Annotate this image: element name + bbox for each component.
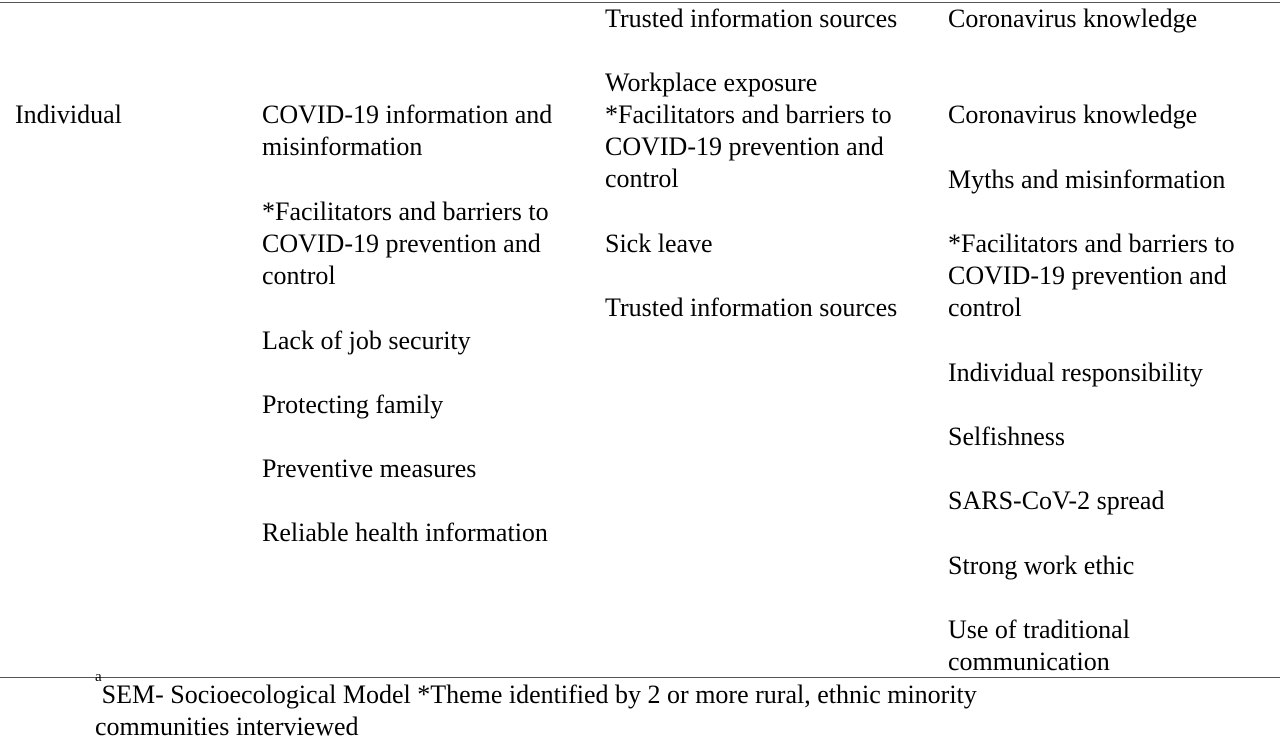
cell-text: COVID-19 prevention and	[262, 229, 541, 258]
cell-text: COVID-19 information and	[262, 100, 553, 129]
cell-text: control	[605, 164, 679, 193]
cell-text: control	[948, 293, 1022, 322]
cell-text: Coronavirus knowledge	[948, 4, 1198, 33]
cell-text: Individual	[15, 100, 122, 129]
col2-item	[262, 196, 549, 292]
col2-item	[262, 453, 476, 485]
cell-text: Trusted information sources	[605, 4, 898, 33]
cell-text: Preventive measures	[262, 454, 477, 483]
cell-text: misinformation	[262, 132, 423, 161]
cell-text: Trusted information sources	[605, 293, 898, 322]
cell-text: Use of traditional	[948, 615, 1130, 644]
cell-text: Selfishness	[948, 422, 1065, 451]
cell-text: Myths and misinformation	[948, 165, 1226, 194]
cell-text: Individual responsibility	[948, 358, 1203, 387]
cell-text: Protecting family	[262, 390, 444, 419]
col4-item	[948, 228, 1235, 324]
col2-item	[262, 325, 471, 357]
cell-text: Coronavirus knowledge	[948, 100, 1198, 129]
col4-item	[948, 357, 1203, 389]
col2-item	[262, 517, 548, 549]
cell-text: Reliable health information	[262, 518, 548, 547]
col4-item	[948, 164, 1225, 196]
col4-item	[948, 550, 1134, 582]
top-row-theme	[948, 3, 1197, 35]
cell-text: COVID-19 prevention and	[948, 261, 1227, 290]
cell-text: Workplace exposure	[605, 68, 818, 97]
cell-text: Lack of job security	[262, 326, 471, 355]
col4-item	[948, 614, 1130, 678]
col3-item	[605, 292, 897, 324]
table-bottom-rule	[0, 677, 1280, 678]
cell-text: Sick leave	[605, 229, 713, 258]
top-row-influence	[605, 3, 897, 35]
cell-text: SARS-CoV-2 spread	[948, 486, 1165, 515]
col3-item	[605, 67, 892, 195]
col3-item	[605, 228, 713, 260]
cell-text: Strong work ethic	[948, 551, 1135, 580]
col2-item	[262, 99, 552, 163]
footnote-line-2: communities interviewed	[95, 712, 359, 741]
col4-item	[948, 485, 1164, 517]
footnote-line-1	[95, 669, 977, 711]
footnote-text: SEM- Socioecological Model *Theme identified by 2 or more rural, ethnic minority	[101, 680, 977, 709]
cell-text: communication	[948, 647, 1110, 676]
col4-item	[948, 421, 1065, 453]
cell-text: *Facilitators and barriers to	[262, 197, 549, 226]
table-footnote	[95, 669, 977, 743]
col2-item	[262, 389, 443, 421]
level-label-individual	[15, 99, 122, 131]
footnote-marker: a	[95, 669, 102, 685]
cell-text: COVID-19 prevention and	[605, 132, 884, 161]
cell-text: control	[262, 261, 336, 290]
cell-text: *Facilitators and barriers to	[605, 100, 892, 129]
col4-item	[948, 99, 1197, 131]
cell-text: *Facilitators and barriers to	[948, 229, 1235, 258]
